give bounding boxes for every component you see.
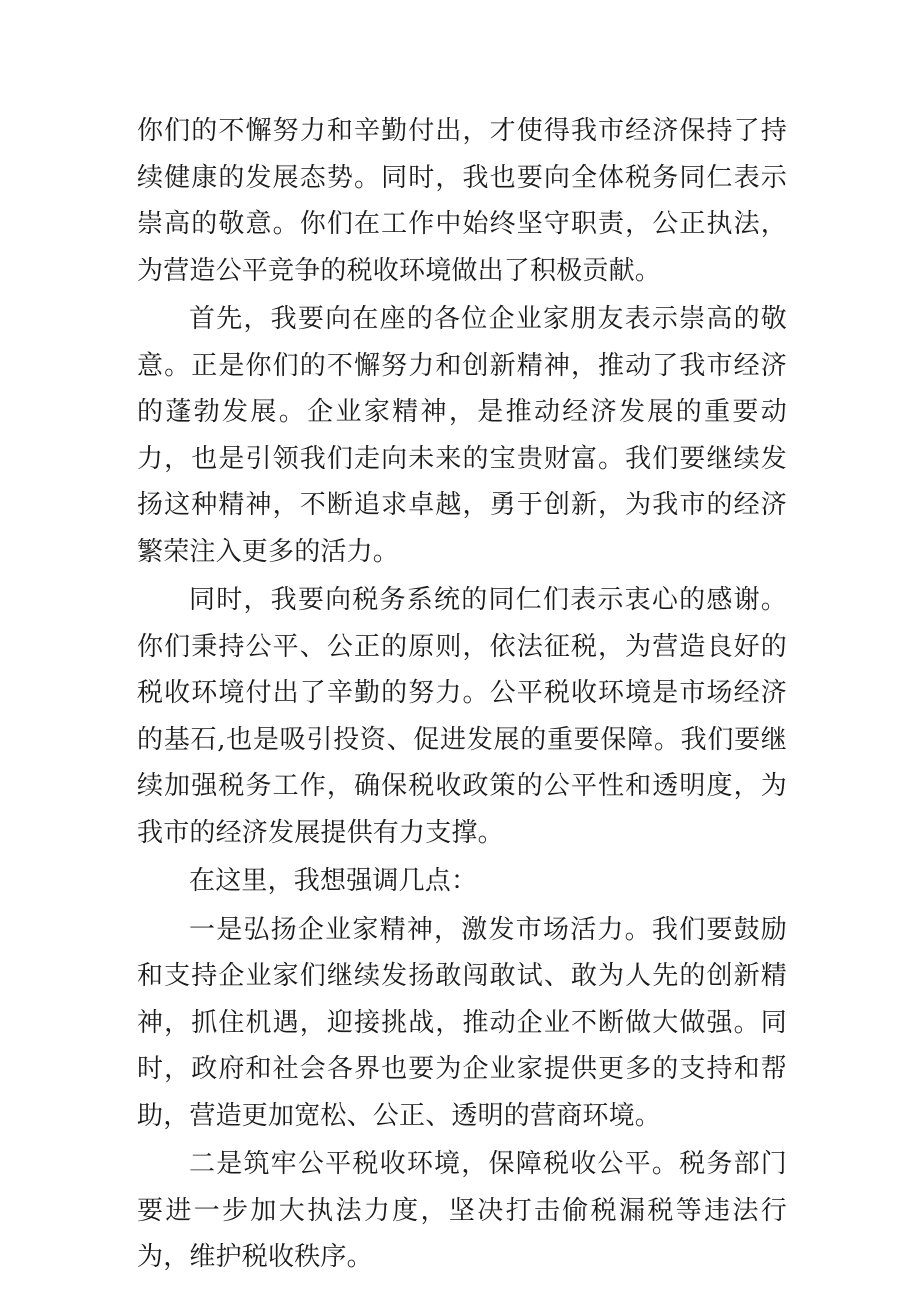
paragraph-6: 二是筑牢公平税收环境，保障税收公平。税务部门要进一步加大执法力度，坚决打击偷税漏税等违法行为，维护税收秩序。 xyxy=(137,1149,787,1272)
paragraph-5: 一是弘扬企业家精神，激发市场活力。我们要鼓励和支持企业家们继续发扬敢闯敢试、敢为人先的创新精神，抓住机遇，迎接挑战，推动企业不断做大做强。同时，政府和社会各界也要为企业家提供更多的支持和帮助，营造更加宽松、公正、透明的营商环境。 xyxy=(137,914,787,1131)
paragraph-4: 在这里，我想强调几点： xyxy=(189,866,478,896)
paragraph-1: 你们的不懈努力和辛勤付出，才使得我市经济保持了持续健康的发展态势。同时，我也要向全体税务同仁表示崇高的敬意。你们在工作中始终坚守职责，公正执法，为营造公平竞争的税收环境做出了积极贡献。 xyxy=(137,116,787,286)
paragraph-3: 同时，我要向税务系统的同仁们表示衷心的感谢。你们秉持公平、公正的原则，依法征税，为营造良好的税收环境付出了辛勤的努力。公平税收环境是市场经济的基石,也是吸引投资、促进发展的重要保障。我们要继续加强税务工作，确保税收政策的公平性和透明度，为我市的经济发展提供有力支撑。 xyxy=(137,585,787,848)
document-body xyxy=(137,108,787,1283)
paragraph-2: 首先，我要向在座的各位企业家朋友表示崇高的敬意。正是你们的不懈努力和创新精神，推动了我市经济的蓬勃发展。企业家精神，是推动经济发展的重要动力，也是引领我们走向未来的宝贵财富。我们要继续发扬这种精神，不断追求卓越，勇于创新，为我市的经济繁荣注入更多的活力。 xyxy=(137,304,787,567)
